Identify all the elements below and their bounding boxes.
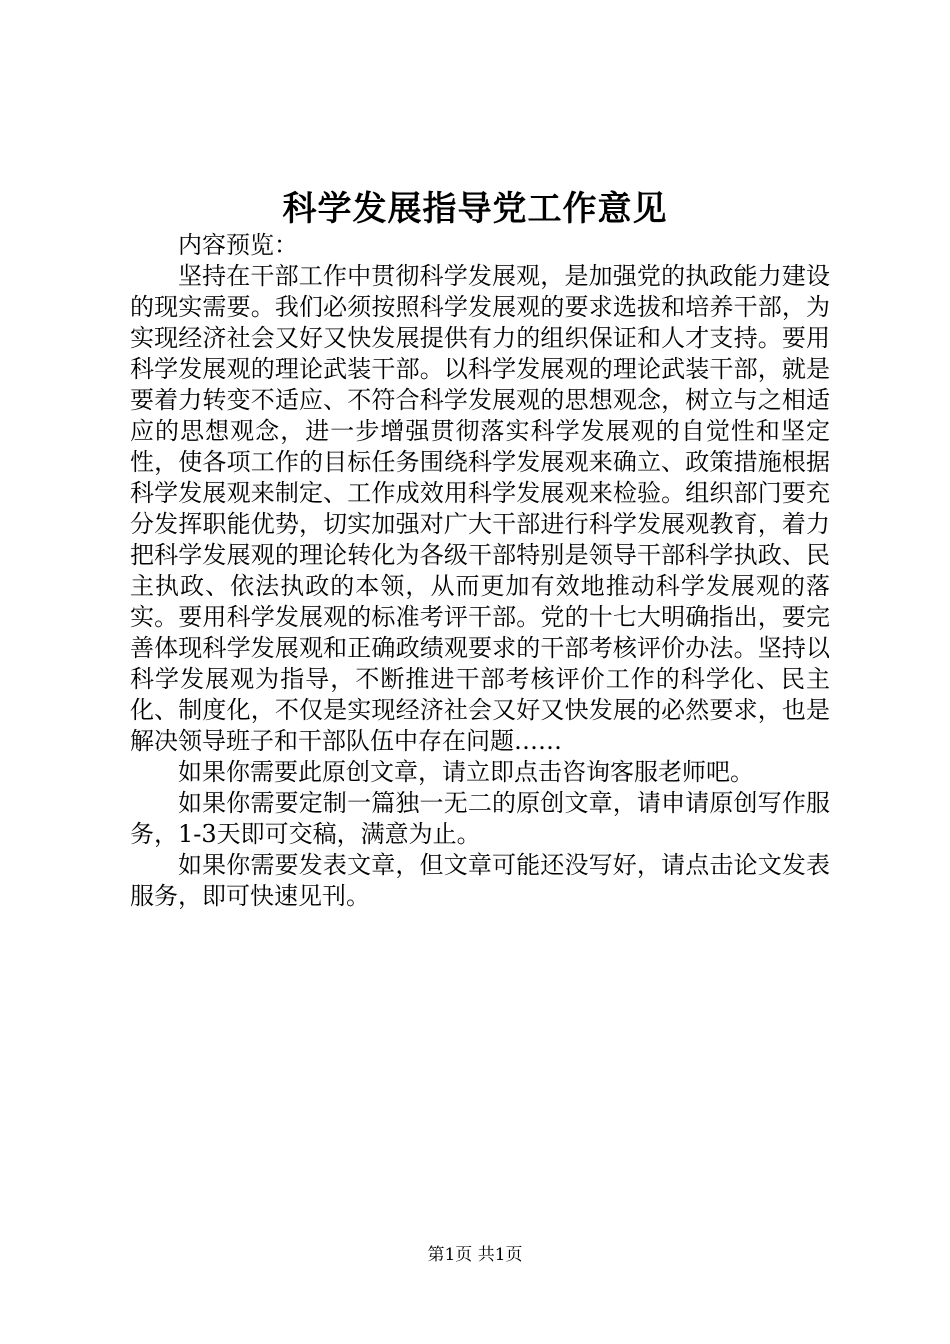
page-indicator: 第1页 共1页 bbox=[427, 1245, 523, 1265]
paragraph-custom-writing[interactable]: 如果你需要定制一篇独一无二的原创文章，请申请原创写作服务，1-3天即可交稿，满意为止。 bbox=[130, 789, 830, 848]
paragraph-consult-service[interactable]: 如果你需要此原创文章，请立即点击咨询客服老师吧。 bbox=[178, 758, 754, 786]
paragraph-preview-content: 坚持在干部工作中贯彻科学发展观，是加强党的执政能力建设的现实需要。我们必须按照科学发展观的要求选拔和培养干部，为实现经济社会又好又快发展提供有力的组织保证和人才支持。要用科学发展观的理论武装干部。以科学发展观的理论武装干部，就是要着力转变不适应、不符合科学发展观的思想观念，树立与之相适应的思想观念，进一步增强贯彻落实科学发展观的自觉性和坚定性，使各项工作的目标任务围绕科学发展观来确立、政策措施根据科学发展观来制定、工作成效用科学发展观来检验。组织部门要充分发挥职能优势，切实加强对广大干部进行科学发展观教育，着力把科学发展观的理论转化为各级干部特别是领导干部科学执政、民主执政、依法执政的本领，从而更加有效地推动科学发展观的落实。要用科学发展观的标准考评干部。党的十七大明确指出，要完善体现科学发展观和正确政绩观要求的干部考核评价办法。坚持以科学发展观为指导，不断推进干部考核评价工作的科学化、民主化、制度化，不仅是实现经济社会又好又快发展的必然要求，也是解决领导班子和干部队伍中存在问题…… bbox=[130, 262, 830, 755]
preview-label: 内容预览： bbox=[178, 231, 298, 259]
document-body bbox=[130, 230, 830, 912]
document-title: 科学发展指导党工作意见 bbox=[282, 189, 668, 229]
paragraph-publishing-service[interactable]: 如果你需要发表文章，但文章可能还没写好，请点击论文发表服务，即可快速见刊。 bbox=[130, 851, 830, 910]
